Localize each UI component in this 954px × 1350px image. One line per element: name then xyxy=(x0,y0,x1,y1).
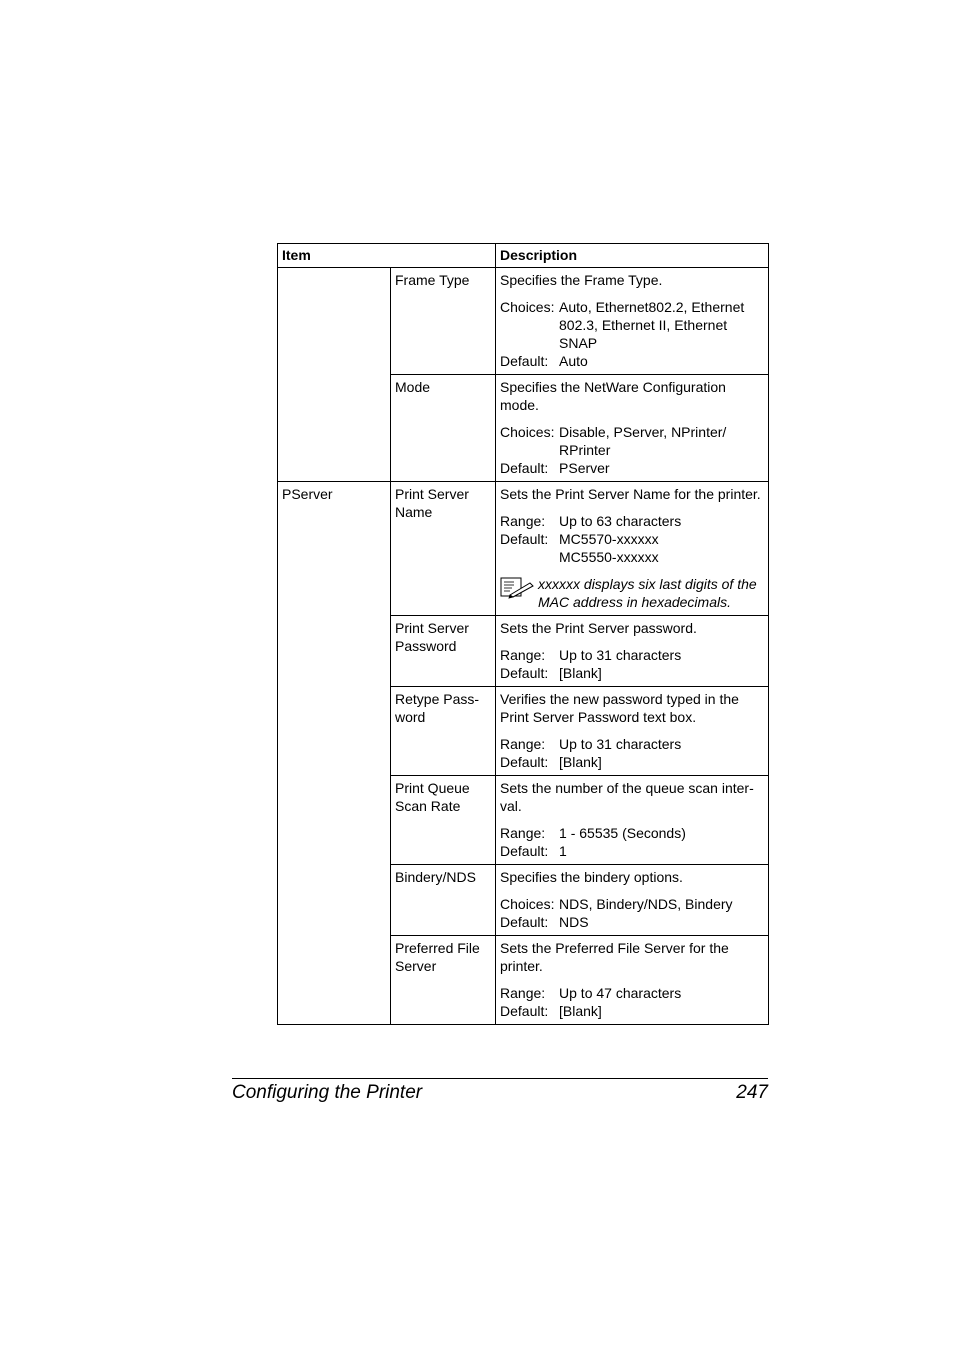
table-header-row xyxy=(278,244,769,268)
group-cell-empty xyxy=(278,268,391,482)
item-label-bindery-nds: Bindery/NDS xyxy=(391,865,496,936)
item-label-print-queue-scan-rate: Print Queue Scan Rate xyxy=(391,776,496,865)
description-retype-password: Verifies the new password typed in the Print Server Password text box. Range: Up to 31 characters Default: [Blank] xyxy=(496,687,769,776)
description-print-queue-scan-rate: Sets the number of the queue scan inter-val. Range: 1 - 65535 (Seconds) Default: 1 xyxy=(496,776,769,865)
footer-title: Configuring the Printer xyxy=(232,1082,423,1103)
header-item: Item xyxy=(278,244,496,268)
description-preferred-file-server: Sets the Preferred File Server for the printer. Range: Up to 47 characters Default: [Blank] xyxy=(496,936,769,1025)
settings-table xyxy=(277,243,769,1025)
item-label-mode: Mode xyxy=(391,375,496,482)
item-label-retype-password: Retype Pass-word xyxy=(391,687,496,776)
description-mode: Specifies the NetWare Configuration mode. Choices: Disable, PServer, NPrinter/ RPrinter Default: PServer xyxy=(496,375,769,482)
description-frame-type: Specifies the Frame Type. Choices: Auto, Ethernet802.2, Ethernet 802.3, Ethernet II, Ethernet SNAP Default: Auto xyxy=(496,268,769,375)
note-pencil-icon xyxy=(500,575,538,601)
item-label-print-server-name: Print Server Name xyxy=(391,482,496,616)
description-print-server-password: Sets the Print Server password. Range: Up to 31 characters Default: [Blank] xyxy=(496,616,769,687)
page-footer xyxy=(232,1078,768,1104)
header-description: Description xyxy=(496,244,769,268)
page-number: 247 xyxy=(736,1082,768,1103)
group-label-pserver: PServer xyxy=(278,482,391,1025)
description-bindery-nds: Specifies the bindery options. Choices: NDS, Bindery/NDS, Bindery Default: NDS xyxy=(496,865,769,936)
description-print-server-name: Sets the Print Server Name for the printer. Range: Up to 63 characters Default: MC5570-xxxxxx MC5550-xxxxxx xxxxxx displays six last digits of the MAC address in hexadecimals. xyxy=(496,482,769,616)
item-label-print-server-password: Print Server Password xyxy=(391,616,496,687)
item-label-preferred-file-server: Preferred File Server xyxy=(391,936,496,1025)
item-label-frame-type: Frame Type xyxy=(391,268,496,375)
table-row xyxy=(278,482,769,616)
table-row xyxy=(278,268,769,375)
note: xxxxxx displays six last digits of the MAC address in hexadecimals. xyxy=(500,575,764,611)
